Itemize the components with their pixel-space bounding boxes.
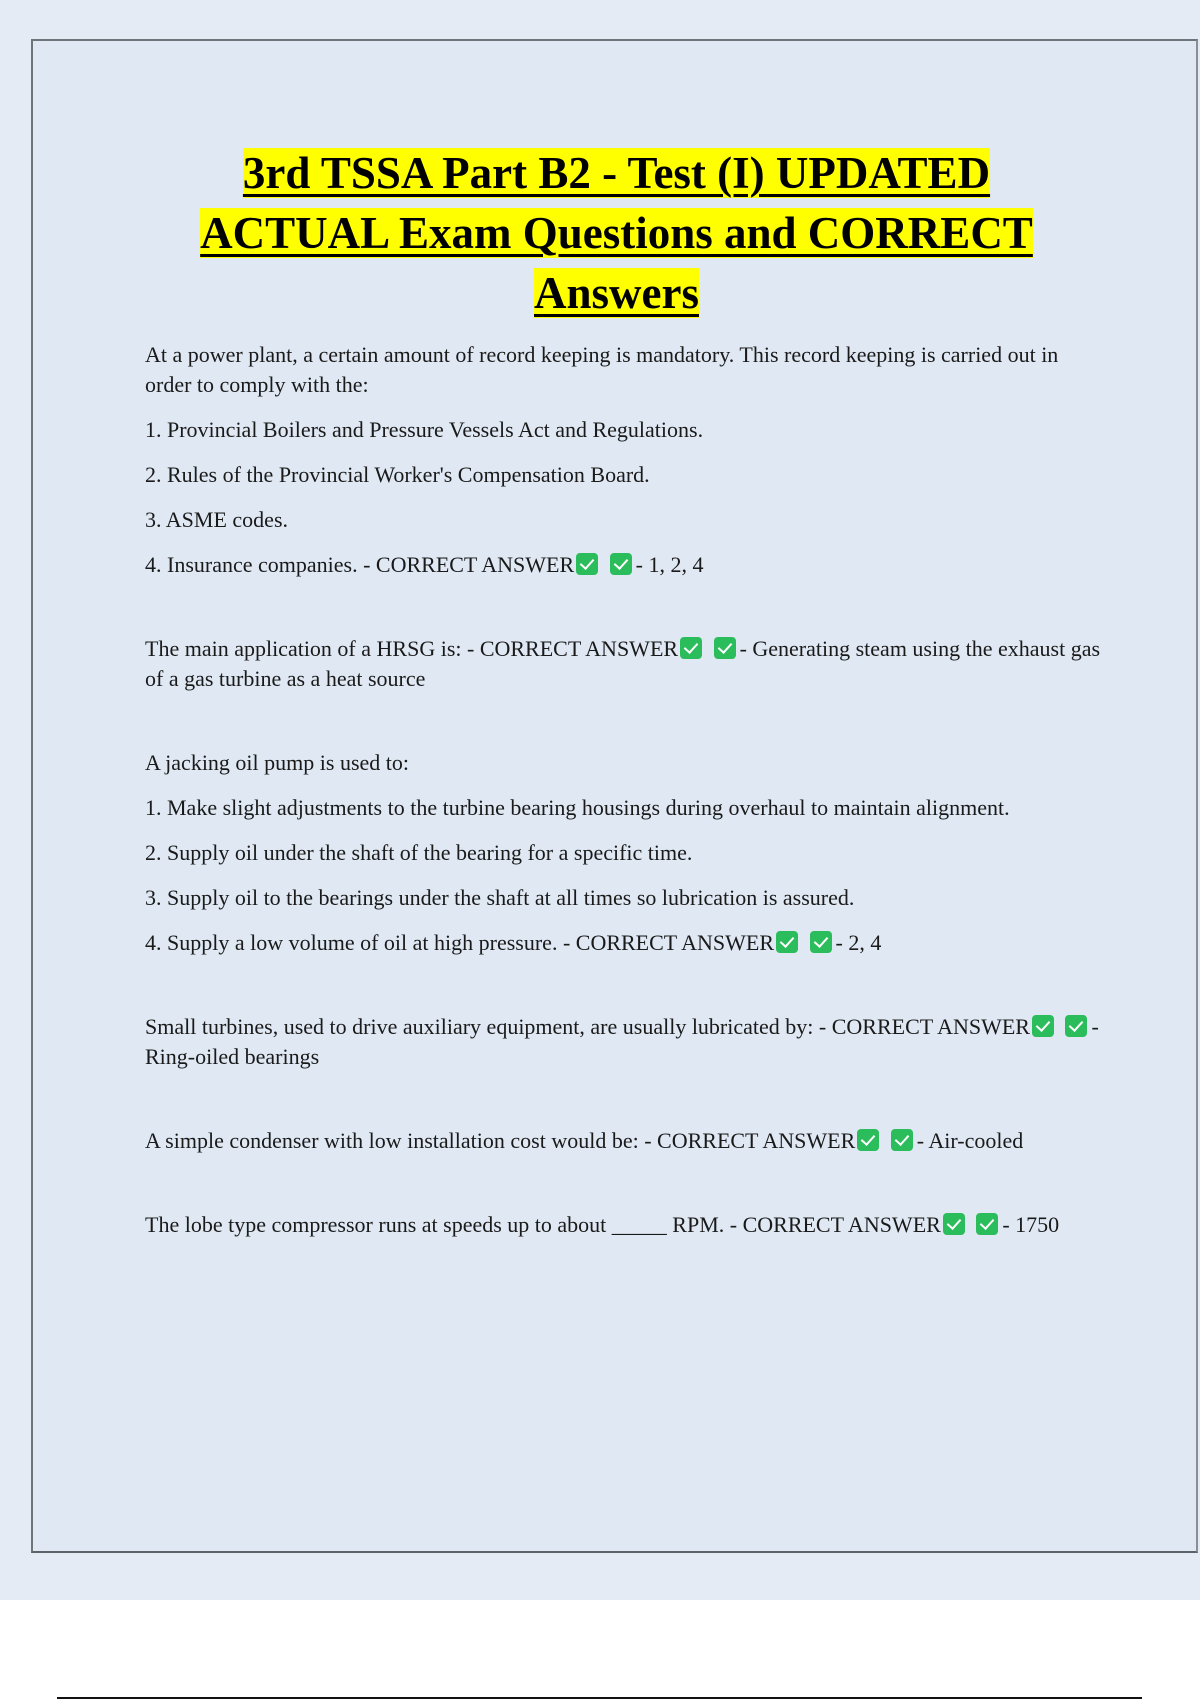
green-checkmark-icon xyxy=(1032,1015,1054,1037)
question-block xyxy=(145,634,1105,694)
question-final-text: The lobe type compressor runs at speeds up to about _____ RPM. - CORRECT ANSWER xyxy=(145,1212,941,1237)
question-block xyxy=(145,1210,1105,1240)
option-2: 2. Rules of the Provincial Worker's Compensation Board. xyxy=(145,462,650,487)
question-final-text: The main application of a HRSG is: - CORRECT ANSWER xyxy=(145,636,679,661)
option-1: 1. Make slight adjustments to the turbine bearing housings during overhaul to maintain alignment. xyxy=(145,795,1010,820)
correct-answer: - 1, 2, 4 xyxy=(635,552,704,577)
question-block xyxy=(145,340,1105,580)
answer-line xyxy=(145,1126,1105,1156)
answer-line xyxy=(145,928,1105,958)
green-checkmark-icon xyxy=(857,1129,879,1151)
correct-answer: - 2, 4 xyxy=(835,930,882,955)
option-3: 3. ASME codes. xyxy=(145,507,288,532)
answer-line xyxy=(145,550,1105,580)
answer-line xyxy=(145,634,1105,694)
correct-answer: - Ring-oiled bearings xyxy=(145,1014,1099,1069)
question-final-text: 4. Supply a low volume of oil at high pressure. - CORRECT ANSWER xyxy=(145,930,775,955)
green-checkmark-icon xyxy=(610,553,632,575)
page-divider xyxy=(57,1697,1142,1699)
question-final-text: 4. Insurance companies. - CORRECT ANSWER xyxy=(145,552,575,577)
document-title xyxy=(60,143,1173,323)
green-checkmark-icon xyxy=(714,637,736,659)
question-block xyxy=(145,1126,1105,1156)
green-checkmark-icon xyxy=(680,637,702,659)
title-line-1: 3rd TSSA Part B2 - Test (I) UPDATED xyxy=(242,148,991,198)
title-line-2: ACTUAL Exam Questions and CORRECT xyxy=(200,208,1033,258)
answer-line xyxy=(145,1012,1105,1072)
green-checkmark-icon xyxy=(891,1129,913,1151)
question-final-text: Small turbines, used to drive auxiliary equipment, are usually lubricated by: - CORRECT ANSWER xyxy=(145,1014,1030,1039)
green-checkmark-icon xyxy=(810,931,832,953)
option-1: 1. Provincial Boilers and Pressure Vessels Act and Regulations. xyxy=(145,417,704,442)
green-checkmark-icon xyxy=(943,1213,965,1235)
correct-answer: - 1750 xyxy=(1002,1212,1060,1237)
question-block xyxy=(145,748,1105,958)
question-text: A jacking oil pump is used to: xyxy=(145,750,409,775)
green-checkmark-icon xyxy=(1065,1015,1087,1037)
answer-line xyxy=(145,1210,1105,1240)
questions-list xyxy=(145,340,1105,1294)
option-2: 2. Supply oil under the shaft of the bearing for a specific time. xyxy=(145,840,693,865)
green-checkmark-icon xyxy=(976,1213,998,1235)
correct-answer: - Air-cooled xyxy=(916,1128,1024,1153)
correct-answer: - Generating steam using the exhaust gas of a gas turbine as a heat source xyxy=(145,636,1101,691)
question-text: At a power plant, a certain amount of record keeping is mandatory. This record keeping is carried out in order to comply with the: xyxy=(145,342,1059,397)
title-line-3: Answers xyxy=(534,268,699,318)
green-checkmark-icon xyxy=(776,931,798,953)
option-3: 3. Supply oil to the bearings under the shaft at all times so lubrication is assured. xyxy=(145,885,855,910)
question-final-text: A simple condenser with low installation cost would be: - CORRECT ANSWER xyxy=(145,1128,856,1153)
question-block xyxy=(145,1012,1105,1072)
green-checkmark-icon xyxy=(576,553,598,575)
